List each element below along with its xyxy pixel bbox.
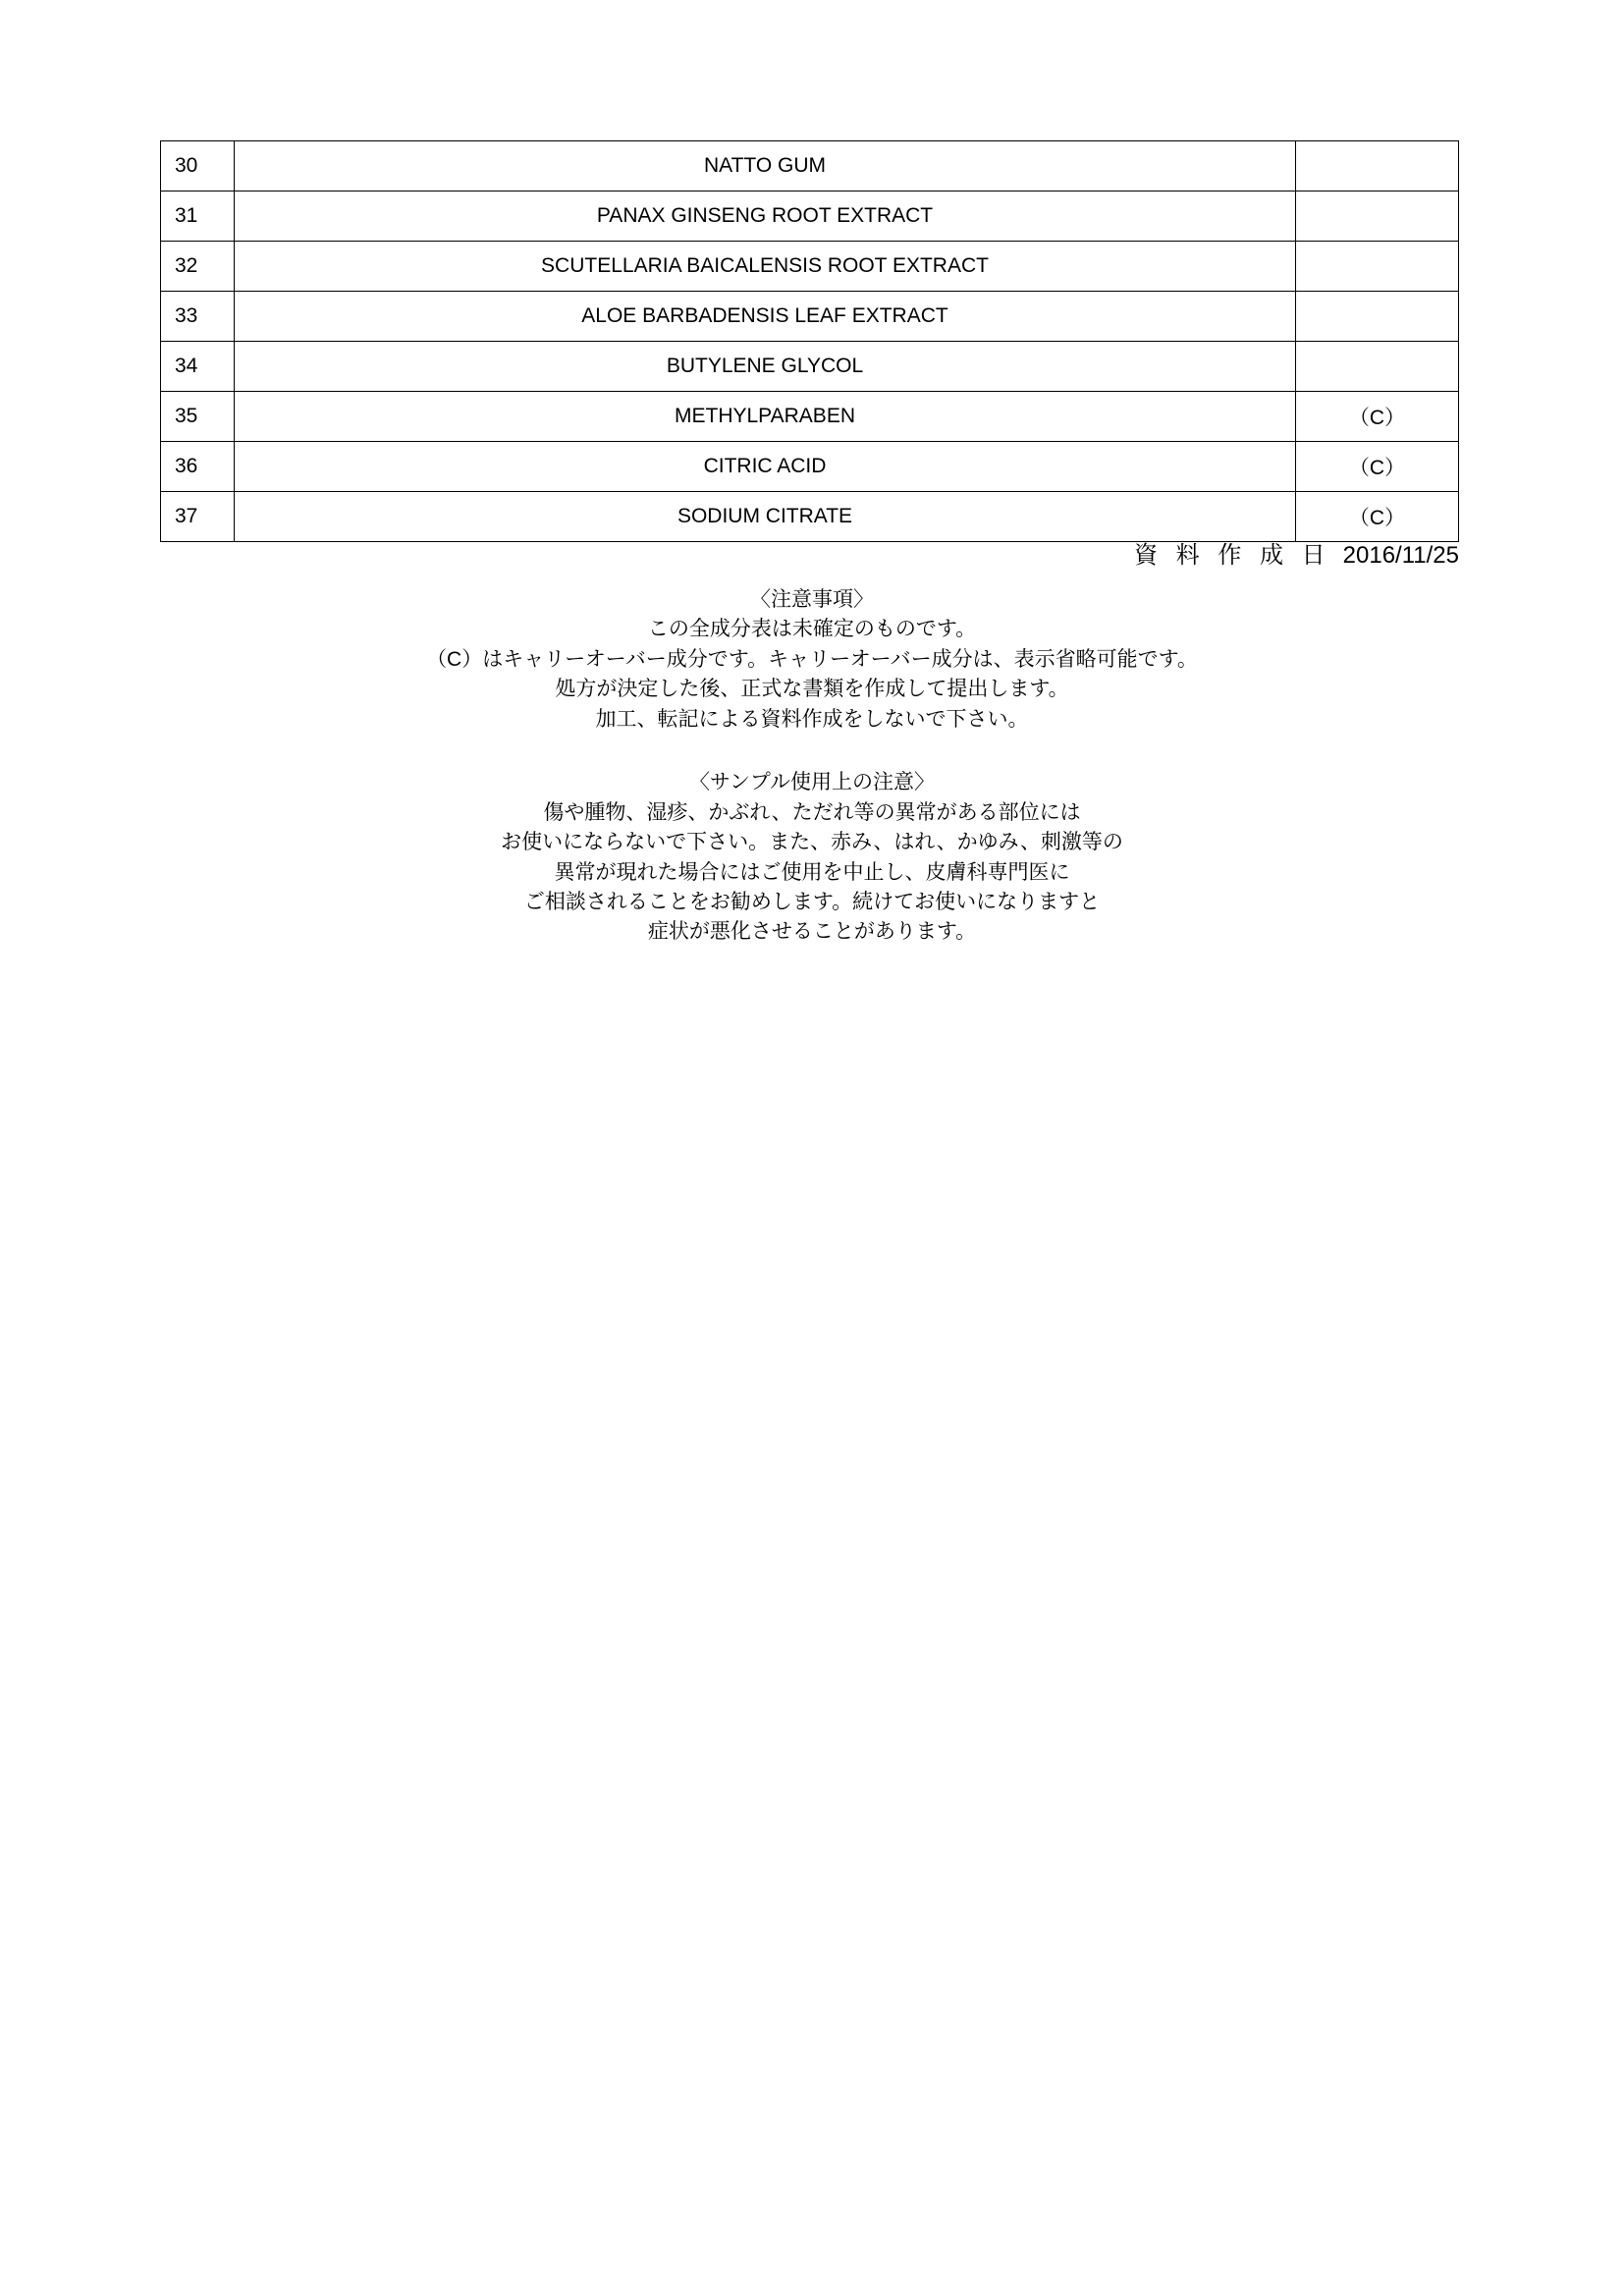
table-row	[161, 342, 1459, 392]
notes-line: 加工、転記による資料作成をしないで下さい。	[595, 707, 1029, 731]
row-number: 33	[161, 292, 235, 342]
notes-line: （C）はキャリーオーバー成分です。キャリーオーバー成分は、表示省略可能です。	[426, 647, 1198, 671]
sample-notes-line: ご相談されることをお勧めします。続けてお使いになりますと	[523, 890, 1101, 913]
row-flag	[1296, 242, 1459, 292]
row-flag	[1296, 342, 1459, 392]
document-date-label: 資 料 作 成 日	[1133, 542, 1331, 569]
notes-spacer	[0, 735, 1624, 768]
sample-notes-line: 傷や腫物、湿疹、かぶれ、ただれ等の異常がある部位には	[543, 800, 1081, 824]
row-ingredient-name: BUTYLENE GLYCOL	[235, 342, 1296, 392]
sample-notes-heading: 〈サンプル使用上の注意〉	[688, 771, 936, 794]
sample-notes-line: 症状が悪化させることがあります。	[647, 920, 977, 944]
row-number: 35	[161, 392, 235, 442]
table-row	[161, 492, 1459, 542]
row-ingredient-name: SCUTELLARIA BAICALENSIS ROOT EXTRACT	[235, 242, 1296, 292]
row-ingredient-name: SODIUM CITRATE	[235, 492, 1296, 542]
row-ingredient-name: CITRIC ACID	[235, 442, 1296, 492]
document-date	[160, 535, 1459, 570]
row-flag: （C）	[1296, 442, 1459, 492]
row-number: 34	[161, 342, 235, 392]
row-flag	[1296, 191, 1459, 242]
row-flag	[1296, 141, 1459, 191]
notes-line: この全成分表は未確定のものです。	[647, 618, 977, 641]
sample-notes-line: お使いにならないで下さい。また、赤み、はれ、かゆみ、刺激等の	[501, 831, 1123, 854]
document-date-value: 2016/11/25	[1342, 542, 1459, 569]
table-row	[161, 141, 1459, 191]
row-number: 37	[161, 492, 235, 542]
table-row	[161, 392, 1459, 442]
row-number: 30	[161, 141, 235, 191]
ingredient-table	[160, 140, 1459, 542]
sample-notes-block	[0, 768, 1624, 948]
notes-block	[0, 585, 1624, 735]
row-flag	[1296, 292, 1459, 342]
table-row	[161, 292, 1459, 342]
row-ingredient-name: METHYLPARABEN	[235, 392, 1296, 442]
row-number: 31	[161, 191, 235, 242]
row-number: 32	[161, 242, 235, 292]
ingredient-table-body	[161, 141, 1459, 542]
table-row	[161, 442, 1459, 492]
row-number: 36	[161, 442, 235, 492]
sample-notes-line: 異常が現れた場合にはご使用を中止し、皮膚科専門医に	[554, 860, 1070, 884]
notes-line: 処方が決定した後、正式な書類を作成して提出します。	[555, 678, 1069, 701]
notes-section	[0, 585, 1624, 948]
table-row	[161, 191, 1459, 242]
notes-heading: 〈注意事項〉	[750, 588, 874, 611]
row-flag: （C）	[1296, 492, 1459, 542]
table-row	[161, 242, 1459, 292]
row-ingredient-name: ALOE BARBADENSIS LEAF EXTRACT	[235, 292, 1296, 342]
row-flag: （C）	[1296, 392, 1459, 442]
row-ingredient-name: PANAX GINSENG ROOT EXTRACT	[235, 191, 1296, 242]
row-ingredient-name: NATTO GUM	[235, 141, 1296, 191]
